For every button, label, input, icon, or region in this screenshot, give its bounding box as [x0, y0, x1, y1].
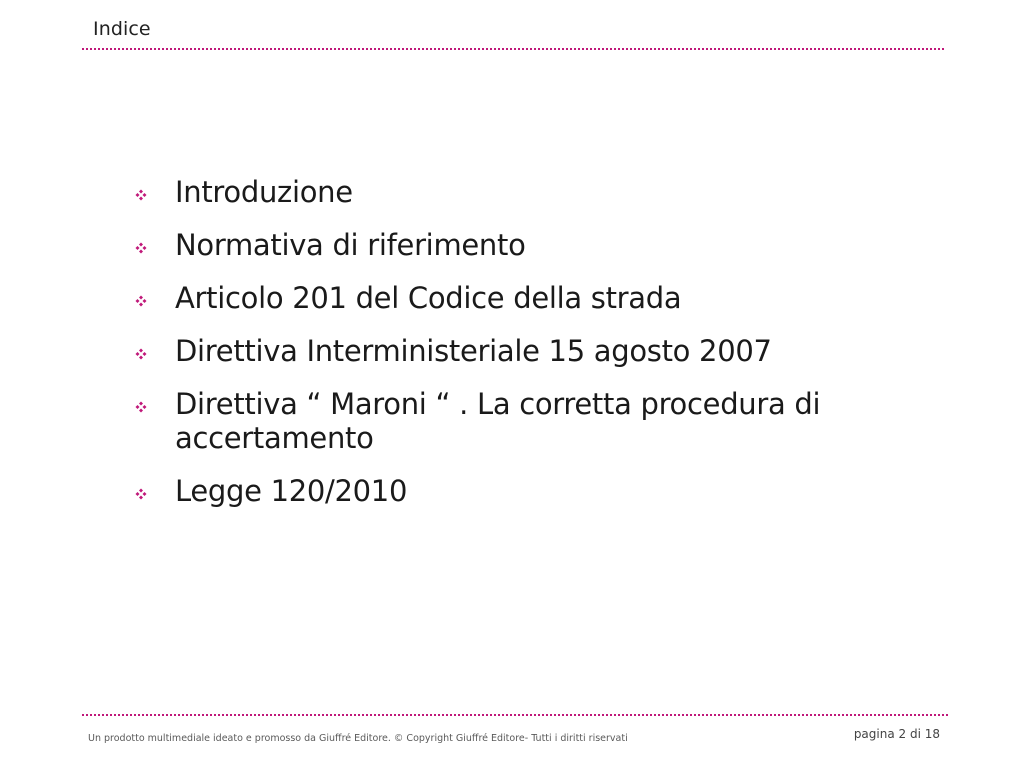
four-diamond-bullet-icon [135, 228, 175, 254]
footer-copyright: Un prodotto multimediale ideato e promosso da Giuffré Editore. © Copyright Giuffré Editore- Tutti i diritti riservati [88, 733, 628, 744]
list-item [135, 228, 895, 262]
four-diamond-bullet-icon [135, 474, 175, 500]
agenda-item-label: Legge 120/2010 [175, 474, 408, 508]
agenda-item-label: Direttiva “ Maroni “ . La corretta procedura di accertamento [175, 387, 821, 455]
list-item [135, 175, 895, 209]
list-item [135, 281, 895, 315]
agenda-item-label: Normativa di riferimento [175, 228, 526, 262]
agenda-item-label: Articolo 201 del Codice della strada [175, 281, 682, 315]
list-item [135, 387, 895, 455]
agenda-item-label: Introduzione [175, 175, 353, 209]
four-diamond-bullet-icon [135, 175, 175, 201]
agenda-item-label: Direttiva Interministeriale 15 agosto 2007 [175, 334, 772, 368]
bottom-divider [82, 714, 948, 716]
page-title: Indice [93, 18, 151, 40]
top-divider [82, 48, 944, 50]
agenda-list [135, 175, 895, 527]
four-diamond-bullet-icon [135, 334, 175, 360]
list-item [135, 474, 895, 508]
list-item [135, 334, 895, 368]
page-indicator: pagina 2 di 18 [853, 727, 940, 741]
four-diamond-bullet-icon [135, 387, 175, 413]
four-diamond-bullet-icon [135, 281, 175, 307]
